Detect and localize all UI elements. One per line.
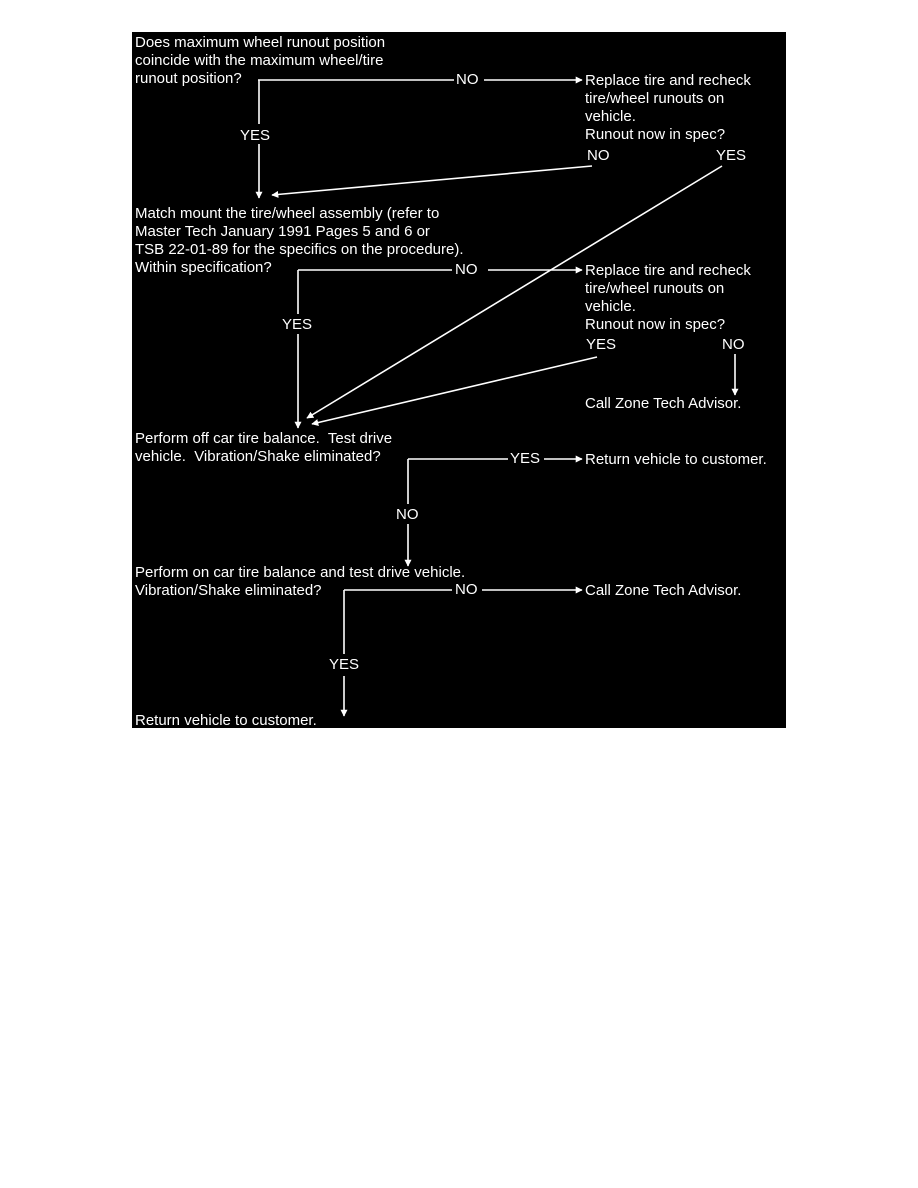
edge-label-oncar-no: NO bbox=[455, 581, 478, 598]
edge-label-match-no: NO bbox=[455, 261, 478, 278]
node-match-mount: Match mount the tire/wheel assembly (refer to Master Tech January 1991 Pages 5 and 6 or TSB 22-01-89 for the specifics on the procedure). Within specification? bbox=[135, 205, 464, 276]
connector-replace1-no bbox=[272, 166, 592, 195]
node-off-car-balance: Perform off car tire balance. Test drive vehicle. Vibration/Shake eliminated? bbox=[135, 430, 393, 465]
edge-label-replace2-no: NO bbox=[722, 336, 745, 353]
node-return-vehicle-2: Return vehicle to customer. bbox=[135, 712, 317, 729]
edge-label-oncar-yes: YES bbox=[329, 656, 360, 673]
node-replace-tire-recheck-2: Replace tire and recheck tire/wheel runouts on vehicle. Runout now in spec? bbox=[585, 262, 751, 333]
edge-label-replace2-yes: YES bbox=[586, 336, 617, 353]
edge-label-match-yes: YES bbox=[282, 316, 313, 333]
node-on-car-balance: Perform on car tire balance and test drive vehicle. Vibration/Shake eliminated? bbox=[135, 564, 466, 599]
edge-label-replace1-no: NO bbox=[587, 147, 610, 164]
node-call-zone-tech-1: Call Zone Tech Advisor. bbox=[585, 395, 742, 412]
node-return-vehicle-1: Return vehicle to customer. bbox=[585, 451, 767, 468]
flowchart-panel bbox=[132, 32, 786, 728]
node-runout-coincide-question: Does maximum wheel runout position coincide with the maximum wheel/tire runout position? bbox=[135, 34, 386, 87]
node-replace-tire-recheck-1: Replace tire and recheck tire/wheel runouts on vehicle. Runout now in spec? bbox=[585, 72, 751, 143]
edge-label-replace1-yes: YES bbox=[716, 147, 747, 164]
edge-label-offcar-no: NO bbox=[396, 506, 419, 523]
edge-label-q1-yes: YES bbox=[240, 127, 271, 144]
edge-label-offcar-yes: YES bbox=[510, 450, 541, 467]
connector-replace2-yes bbox=[312, 357, 597, 424]
edge-label-q1-no: NO bbox=[456, 71, 479, 88]
node-call-zone-tech-2: Call Zone Tech Advisor. bbox=[585, 582, 742, 599]
